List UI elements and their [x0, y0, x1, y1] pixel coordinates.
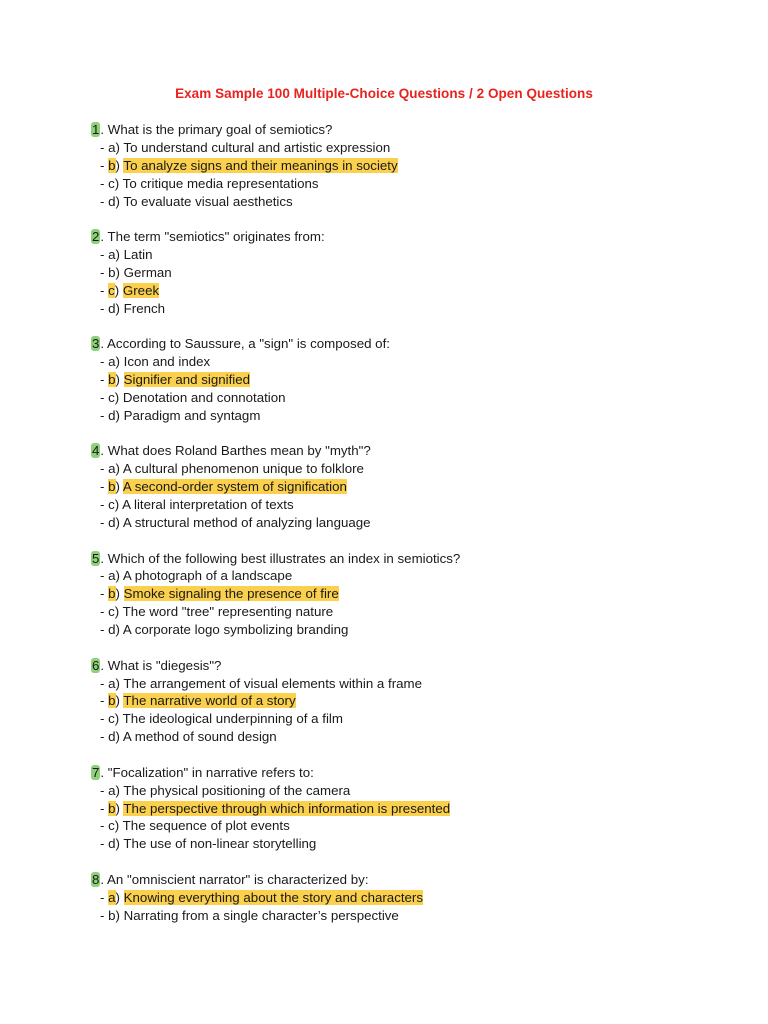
option-paren: ) [115, 193, 124, 209]
option-letter: b [108, 479, 116, 495]
question-line [91, 657, 731, 675]
option-dash: - [100, 782, 109, 798]
option-letter: b [108, 693, 116, 709]
option-dash: - [100, 586, 109, 602]
option-dash: - [100, 497, 109, 513]
option-letter: d [108, 193, 116, 209]
question-list [91, 121, 731, 942]
question-text: . What does Roland Barthes mean by "myth"? [100, 443, 371, 459]
question-line [91, 121, 731, 139]
option-letter: a [108, 568, 116, 584]
option-paren: ) [114, 497, 123, 513]
option-dash: - [100, 889, 109, 905]
option-paren: ) [115, 157, 124, 173]
answer-option [91, 246, 731, 264]
option-paren: ) [115, 139, 124, 155]
option-paren: ) [114, 389, 123, 405]
option-paren: ) [114, 604, 123, 620]
option-dash: - [100, 818, 109, 834]
option-dash: - [100, 622, 109, 638]
answer-option [91, 193, 731, 211]
option-letter: a [108, 889, 116, 905]
question-number: 3 [92, 336, 100, 352]
option-paren: ) [115, 729, 123, 745]
option-paren: ) [114, 175, 123, 191]
question-number: 2 [92, 229, 100, 245]
question-block [91, 442, 731, 532]
option-letter: b [108, 157, 116, 173]
question-block [91, 550, 731, 640]
option-dash: - [100, 729, 109, 745]
answer-option [91, 621, 731, 639]
option-text: A literal interpretation of texts [122, 497, 294, 513]
option-text: Denotation and connotation [122, 389, 286, 405]
option-text: German [123, 264, 172, 280]
option-letter: a [108, 139, 116, 155]
answer-option [91, 675, 731, 693]
option-dash: - [100, 389, 109, 405]
option-text: Paradigm and syntagm [123, 407, 261, 423]
question-number: 6 [92, 657, 100, 673]
option-letter: a [108, 675, 116, 691]
option-dash: - [100, 247, 109, 263]
question-text: . According to Saussure, a "sign" is composed of: [100, 336, 390, 352]
option-paren: ) [115, 515, 123, 530]
option-paren: ) [114, 711, 123, 727]
question-text: . The term "semiotics" originates from: [100, 229, 325, 245]
option-dash: - [100, 515, 109, 530]
option-text: The use of non-linear storytelling [123, 836, 317, 852]
option-dash: - [100, 407, 109, 423]
question-line [91, 764, 731, 782]
option-letter: a [108, 354, 116, 370]
option-text: To evaluate visual aesthetics [123, 193, 293, 209]
answer-option [91, 728, 731, 746]
option-letter: a [108, 247, 116, 263]
answer-option [91, 835, 731, 853]
question-text: . "Focalization" in narrative refers to: [100, 764, 314, 780]
option-letter: d [108, 407, 116, 423]
option-dash: - [100, 300, 109, 316]
option-letter: d [108, 729, 116, 745]
option-dash: - [100, 193, 109, 209]
option-paren: ) [115, 675, 124, 691]
option-text: A structural method of analyzing language [122, 515, 371, 530]
question-line [91, 442, 731, 460]
option-text: Greek [122, 282, 160, 298]
answer-option-correct [91, 585, 731, 603]
option-dash: - [100, 675, 109, 691]
answer-option [91, 907, 731, 925]
option-dash: - [100, 479, 109, 495]
question-number: 5 [92, 550, 100, 566]
question-text: . An "omniscient narrator" is characterized by: [100, 871, 369, 887]
option-text: To analyze signs and their meanings in society [123, 157, 398, 173]
option-paren: ) [115, 889, 124, 905]
option-paren: ) [115, 622, 123, 638]
option-letter: c [108, 818, 115, 834]
answer-option [91, 567, 731, 585]
option-text: A cultural phenomenon unique to folklore [122, 461, 364, 477]
question-text: . What is "diegesis"? [100, 657, 222, 673]
question-block [91, 657, 731, 747]
option-dash: - [100, 711, 109, 727]
answer-option [91, 782, 731, 800]
answer-option-correct [91, 478, 731, 496]
option-letter: d [108, 836, 116, 852]
option-letter: d [108, 515, 116, 530]
question-block [91, 764, 731, 854]
question-line [91, 550, 731, 568]
option-text: The ideological underpinning of a film [122, 711, 343, 727]
answer-option-correct [91, 692, 731, 710]
question-line [91, 871, 731, 889]
option-paren: ) [114, 282, 123, 298]
question-number: 8 [92, 871, 100, 887]
option-text: The physical positioning of the camera [123, 782, 351, 798]
question-number: 7 [92, 764, 100, 780]
option-letter: a [108, 461, 116, 477]
option-letter: d [108, 622, 116, 638]
option-text: Smoke signaling the presence of fire [123, 586, 339, 602]
question-block [91, 228, 731, 318]
option-text: A corporate logo symbolizing branding [122, 622, 349, 638]
option-letter: b [108, 264, 116, 280]
option-paren: ) [115, 836, 124, 852]
option-paren: ) [115, 479, 123, 495]
answer-option-correct [91, 889, 731, 907]
option-text: Latin [123, 247, 153, 263]
question-line [91, 335, 731, 353]
option-text: The narrative world of a story [123, 693, 296, 709]
answer-option [91, 603, 731, 621]
answer-option [91, 514, 731, 532]
answer-option [91, 407, 731, 425]
option-paren: ) [115, 300, 124, 316]
option-paren: ) [115, 782, 124, 798]
option-text: Icon and index [123, 354, 211, 370]
option-paren: ) [115, 407, 124, 423]
option-text: A photograph of a landscape [122, 568, 293, 584]
option-paren: ) [115, 247, 124, 263]
option-dash: - [100, 800, 109, 816]
option-text: Narrating from a single character’s perspective [123, 907, 399, 923]
option-text: To understand cultural and artistic expression [123, 139, 391, 155]
option-letter: c [108, 175, 115, 191]
option-paren: ) [115, 372, 124, 388]
option-paren: ) [115, 354, 124, 370]
option-text: A method of sound design [122, 729, 277, 745]
option-text: The sequence of plot events [122, 818, 290, 834]
option-dash: - [100, 139, 109, 155]
answer-option [91, 710, 731, 728]
answer-option-correct [91, 800, 731, 818]
option-letter: c [108, 604, 115, 620]
option-paren: ) [115, 693, 124, 709]
option-text: The arrangement of visual elements within a frame [123, 675, 423, 691]
answer-option [91, 175, 731, 193]
option-letter: c [108, 497, 115, 513]
option-dash: - [100, 372, 109, 388]
answer-option [91, 817, 731, 835]
option-dash: - [100, 175, 109, 191]
question-number: 4 [92, 443, 100, 459]
option-letter: c [108, 389, 115, 405]
option-paren: ) [115, 800, 124, 816]
option-letter: a [108, 782, 116, 798]
option-paren: ) [115, 907, 124, 923]
option-letter: c [108, 711, 115, 727]
option-text: To critique media representations [122, 175, 319, 191]
answer-option [91, 496, 731, 514]
option-text: The word "tree" representing nature [122, 604, 334, 620]
question-text: . What is the primary goal of semiotics? [100, 122, 333, 137]
page-title: Exam Sample 100 Multiple-Choice Questions / 2 Open Questions [175, 86, 593, 101]
answer-option [91, 460, 731, 478]
option-letter: b [108, 800, 116, 816]
option-text: The perspective through which information is presented [123, 800, 451, 816]
option-letter: b [108, 907, 116, 923]
answer-option [91, 264, 731, 282]
option-text: French [123, 300, 166, 316]
answer-option [91, 353, 731, 371]
option-dash: - [100, 354, 109, 370]
option-paren: ) [115, 461, 123, 477]
answer-option-correct [91, 282, 731, 300]
option-dash: - [100, 693, 109, 709]
option-letter: d [108, 300, 116, 316]
option-dash: - [100, 907, 109, 923]
option-dash: - [100, 461, 109, 477]
answer-option [91, 139, 731, 157]
answer-option-correct [91, 371, 731, 389]
option-dash: - [100, 157, 109, 173]
option-paren: ) [115, 264, 124, 280]
question-number: 1 [92, 122, 100, 137]
option-dash: - [100, 264, 109, 280]
option-paren: ) [115, 568, 123, 584]
question-line [91, 228, 731, 246]
option-paren: ) [115, 586, 124, 602]
option-text: Knowing everything about the story and characters [123, 889, 424, 905]
option-dash: - [100, 604, 109, 620]
answer-option [91, 389, 731, 407]
option-letter: c [108, 282, 115, 298]
question-block [91, 871, 731, 925]
answer-option-correct [91, 157, 731, 175]
option-text: Signifier and signified [123, 372, 251, 388]
question-text: . Which of the following best illustrates an index in semiotics? [100, 550, 461, 566]
option-letter: b [108, 586, 116, 602]
answer-option [91, 300, 731, 318]
option-dash: - [100, 282, 109, 298]
question-block [91, 335, 731, 425]
question-block [91, 121, 731, 211]
option-text: A second-order system of signification [122, 479, 347, 495]
option-dash: - [100, 836, 109, 852]
option-dash: - [100, 568, 109, 584]
option-letter: b [108, 372, 116, 388]
option-paren: ) [114, 818, 123, 834]
